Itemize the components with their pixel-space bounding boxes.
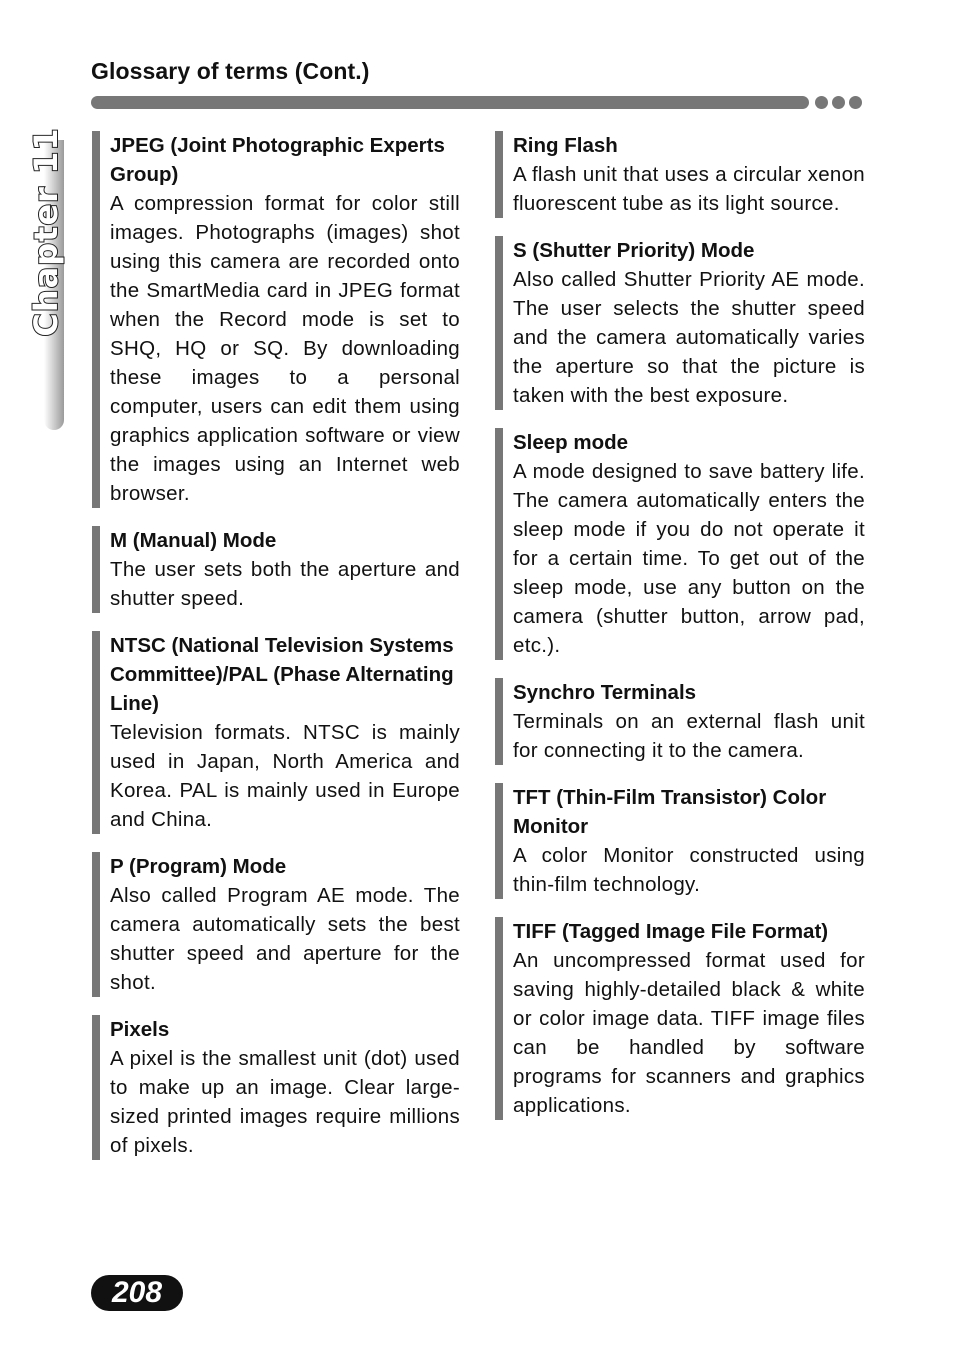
glossary-entry-program-mode xyxy=(92,852,460,997)
glossary-definition: A flash unit that uses a circular xenon fluorescent tube as its light source. xyxy=(513,163,865,215)
glossary-entry-tiff xyxy=(495,917,865,1120)
glossary-term: M (Manual) Mode xyxy=(110,529,277,552)
glossary-entry-synchro-terminals xyxy=(495,678,865,765)
glossary-term: NTSC (National Television Systems Committee)/PAL (Phase Alternating Line) xyxy=(110,634,454,715)
glossary-entry-manual-mode xyxy=(92,526,460,613)
glossary-definition: An uncompressed format used for saving highly-detailed black & white or color image data. TIFF image files can be handled by software programs for scanners and graphics applications. xyxy=(513,949,865,1117)
glossary-definition: The user sets both the aperture and shutter speed. xyxy=(110,558,460,610)
header-rule xyxy=(91,96,809,109)
glossary-definition: Terminals on an external flash unit for connecting it to the camera. xyxy=(513,710,865,762)
glossary-term: Synchro Terminals xyxy=(513,681,697,704)
glossary-entry-sleep-mode xyxy=(495,428,865,660)
glossary-term: P (Program) Mode xyxy=(110,855,287,878)
glossary-column-left xyxy=(92,131,460,1178)
glossary-entry-ntsc-pal xyxy=(92,631,460,834)
glossary-column-right xyxy=(495,131,865,1138)
glossary-term: JPEG (Joint Photographic Experts Group) xyxy=(110,134,445,186)
glossary-term: Sleep mode xyxy=(513,431,629,454)
glossary-definition: Television formats. NTSC is mainly used in Japan, North America and Korea. PAL is mainly used in Europe and China. xyxy=(110,721,460,831)
glossary-definition: A compression format for color still images. Photographs (images) shot using this camera are recorded onto the SmartMedia card in JPEG format when the Record mode is set to SHQ, HQ or SQ. By downloading these images to a personal computer, users can edit them using graphics application software or view the images using an Internet web browser. xyxy=(110,192,460,505)
glossary-term: Pixels xyxy=(110,1018,170,1041)
glossary-entry-tft-monitor xyxy=(495,783,865,899)
glossary-definition: A pixel is the smallest unit (dot) used to make up an image. Clear large-sized printed images require millions of pixels. xyxy=(110,1047,460,1157)
page-header-title: Glossary of terms (Cont.) xyxy=(91,58,370,84)
page-number: 208 xyxy=(111,1276,163,1309)
glossary-definition: Also called Program AE mode. The camera automatically sets the best shutter speed and aperture for the shot. xyxy=(110,884,460,994)
header-dots xyxy=(815,96,862,109)
glossary-definition: A mode designed to save battery life. The camera automatically enters the sleep mode if you do not operate it for a certain time. To get out of the sleep mode, use any button on the camera (shutter button, arrow pad, etc.). xyxy=(513,460,865,657)
glossary-entry-shutter-priority xyxy=(495,236,865,410)
glossary-term: S (Shutter Priority) Mode xyxy=(513,239,755,262)
glossary-entry-ring-flash xyxy=(495,131,865,218)
glossary-term: Ring Flash xyxy=(513,134,618,157)
glossary-definition: Also called Shutter Priority AE mode. The user selects the shutter speed and the camera automatically varies the aperture so that the picture is taken with the best exposure. xyxy=(513,268,865,407)
glossary-term: TFT (Thin-Film Transistor) Color Monitor xyxy=(513,786,827,838)
header-dot xyxy=(832,96,845,109)
header-dot xyxy=(815,96,828,109)
glossary-entry-pixels xyxy=(92,1015,460,1160)
chapter-label: Chapter 11 xyxy=(27,127,65,337)
glossary-definition: A color Monitor constructed using thin-film technology. xyxy=(513,844,865,896)
glossary-entry-jpeg xyxy=(92,131,460,508)
page-number-badge xyxy=(91,1275,183,1311)
glossary-term: TIFF (Tagged Image File Format) xyxy=(513,920,829,943)
header-dot xyxy=(849,96,862,109)
